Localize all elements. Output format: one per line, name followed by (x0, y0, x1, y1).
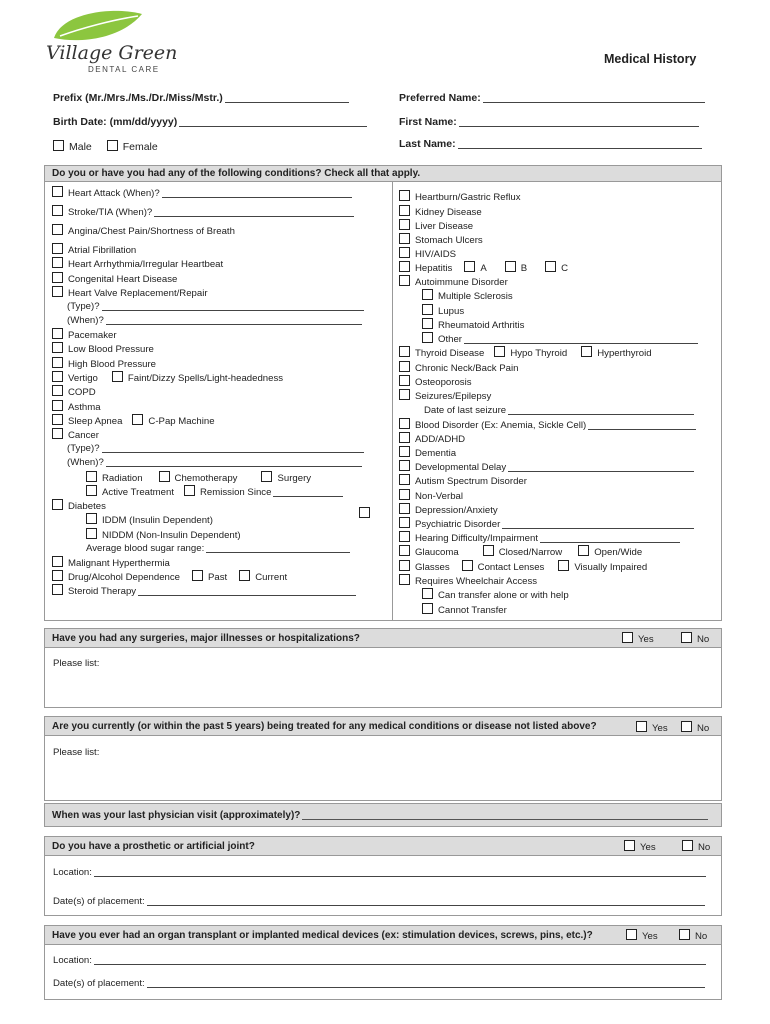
page-title: Medical History (604, 52, 697, 66)
checkbox[interactable] (52, 428, 63, 439)
checkbox[interactable] (399, 375, 410, 386)
treated-question-text: Are you currently (or within the past 5 years) being treated for any medical conditions or disease not listed above? (52, 721, 597, 732)
checkbox[interactable] (52, 243, 63, 254)
checkbox[interactable] (399, 560, 410, 571)
conditions-header-text: Do you or have you had any of the following conditions? Check all that apply. (52, 168, 421, 179)
condition-blood: Blood Disorder (Ex: Anemia, Sickle Cell) (399, 418, 696, 431)
condition-steroid: Steroid Therapy (52, 584, 356, 597)
checkbox[interactable] (399, 432, 410, 443)
condition-ulcers: Stomach Ulcers (399, 233, 483, 246)
condition-seizures: Seizures/Epilepsy (399, 389, 491, 402)
treated-question (44, 716, 722, 736)
condition-asthma: Asthma (52, 400, 101, 413)
first-name-field[interactable] (399, 116, 699, 128)
checkbox[interactable] (545, 261, 556, 272)
checkbox[interactable] (192, 570, 203, 581)
autoimmune-other: Other (422, 332, 698, 345)
checkbox[interactable] (399, 389, 410, 400)
condition-depression: Depression/Anxiety (399, 503, 498, 516)
birth-date-field[interactable] (53, 116, 367, 128)
checkbox[interactable] (399, 474, 410, 485)
treated-no: No (681, 721, 709, 734)
checkbox[interactable] (626, 929, 637, 940)
condition-low-bp: Low Blood Pressure (52, 342, 154, 355)
checkbox[interactable] (52, 400, 63, 411)
checkbox[interactable] (422, 289, 433, 300)
logo-sub: DENTAL CARE (88, 65, 160, 74)
condition-psych: Psychiatric Disorder (399, 517, 694, 530)
condition-thyroid: Thyroid Disease Hypo Thyroid Hyperthyroid (399, 346, 652, 359)
checkbox[interactable] (558, 560, 569, 571)
checkbox[interactable] (399, 489, 410, 500)
autoimmune-lupus: Lupus (422, 304, 464, 317)
checkbox[interactable] (679, 929, 690, 940)
condition-copd: COPD (52, 385, 96, 398)
wheelchair-no-transfer: Cannot Transfer (422, 603, 507, 616)
surgeries-question (44, 628, 722, 648)
checkbox[interactable] (399, 531, 410, 542)
female-label: Female (122, 141, 158, 153)
condition-congenital: Congenital Heart Disease (52, 272, 177, 285)
surgeries-list-box[interactable] (44, 647, 722, 708)
checkbox[interactable] (52, 584, 63, 595)
checkbox[interactable] (52, 342, 63, 353)
physician-visit-field[interactable] (44, 803, 722, 827)
checkbox[interactable] (399, 275, 410, 286)
transplant-yes: Yes (626, 929, 658, 942)
checkbox[interactable] (399, 346, 410, 357)
transplant-question (44, 925, 722, 945)
checkbox[interactable] (422, 318, 433, 329)
checkbox[interactable] (159, 471, 170, 482)
checkbox[interactable] (462, 560, 473, 571)
surgeries-list-label: Please list: (53, 658, 100, 669)
condition-stroke: Stroke/TIA (When)? (52, 205, 354, 218)
surgeries-question-text: Have you had any surgeries, major illnesses or hospitalizations? (52, 633, 360, 644)
checkbox[interactable] (399, 446, 410, 457)
checkbox[interactable] (636, 721, 647, 732)
diabetes-extra-checkbox (359, 507, 375, 520)
checkbox[interactable] (261, 471, 272, 482)
condition-dementia: Dementia (399, 446, 456, 459)
checkbox[interactable] (184, 485, 195, 496)
autoimmune-ra: Rheumatoid Arthritis (422, 318, 524, 331)
condition-kidney: Kidney Disease (399, 205, 482, 218)
condition-cancer: Cancer (52, 428, 99, 441)
checkbox[interactable] (86, 471, 97, 482)
seizure-date-field[interactable]: Date of last seizure (424, 404, 694, 416)
prosthetic-question (44, 836, 722, 856)
checkbox[interactable] (52, 385, 63, 396)
logo (42, 8, 178, 76)
condition-high-bp: High Blood Pressure (52, 357, 156, 370)
checkbox[interactable] (399, 460, 410, 471)
condition-glasses: Glasses Contact Lenses Visually Impaired (399, 560, 647, 573)
checkbox[interactable] (581, 346, 592, 357)
first-label: First Name: (399, 116, 457, 128)
checkbox[interactable] (399, 190, 410, 201)
surgeries-no: No (681, 632, 709, 645)
condition-hearing: Hearing Difficulty/Impairment (399, 531, 680, 544)
checkbox[interactable] (399, 247, 410, 258)
prosthetic-question-text: Do you have a prosthetic or artificial joint? (52, 841, 255, 852)
checkbox[interactable] (359, 507, 370, 518)
autoimmune-ms: Multiple Sclerosis (422, 289, 513, 302)
last-name-field[interactable] (399, 138, 702, 150)
condition-glaucoma: Glaucoma Closed/Narrow Open/Wide (399, 545, 642, 558)
checkbox[interactable] (86, 528, 97, 539)
condition-valve: Heart Valve Replacement/Repair (52, 286, 208, 299)
prosthetic-location-field[interactable]: Location: (53, 866, 706, 878)
checkbox[interactable] (52, 328, 63, 339)
condition-heart-attack: Heart Attack (When)? (52, 186, 352, 199)
physician-visit-label: When was your last physician visit (approximately)? (52, 810, 301, 821)
checkbox[interactable] (52, 205, 63, 216)
checkbox[interactable] (399, 503, 410, 514)
diabetes-niddm: NIDDM (Non-Insulin Dependent) (86, 528, 241, 541)
checkbox[interactable] (399, 361, 410, 372)
checkbox[interactable] (622, 632, 633, 643)
checkbox[interactable] (483, 545, 494, 556)
condition-afib: Atrial Fibrillation (52, 243, 136, 256)
condition-pacemaker: Pacemaker (52, 328, 117, 341)
checkbox[interactable] (399, 205, 410, 216)
condition-heartburn: Heartburn/Gastric Reflux (399, 190, 521, 203)
transplant-no: No (679, 929, 707, 942)
checkbox[interactable] (399, 517, 410, 528)
checkbox[interactable] (86, 513, 97, 524)
last-label: Last Name: (399, 138, 456, 150)
checkbox[interactable] (399, 574, 410, 585)
condition-hyperthermia: Malignant Hyperthermia (52, 556, 170, 569)
checkbox[interactable] (399, 233, 410, 244)
leaf-logo-icon (42, 8, 152, 44)
valve-type-field[interactable]: (Type)? (67, 300, 364, 312)
gender-group (53, 140, 158, 153)
female-checkbox[interactable] (107, 140, 118, 151)
checkbox[interactable] (399, 219, 410, 230)
checkbox[interactable] (52, 357, 63, 368)
condition-autism: Autism Spectrum Disorder (399, 474, 527, 487)
checkbox[interactable] (422, 332, 433, 343)
transplant-date-field[interactable]: Date(s) of placement: (53, 977, 705, 989)
preferred-name-field[interactable] (399, 92, 705, 104)
condition-angina: Angina/Chest Pain/Shortness of Breath (52, 224, 235, 237)
checkbox[interactable] (399, 545, 410, 556)
checkbox[interactable] (52, 286, 63, 297)
checkbox[interactable] (86, 485, 97, 496)
checkbox[interactable] (505, 261, 516, 272)
male-checkbox[interactable] (53, 140, 64, 151)
checkbox[interactable] (112, 371, 123, 382)
condition-neck: Chronic Neck/Back Pain (399, 361, 518, 374)
condition-osteo: Osteoporosis (399, 375, 472, 388)
transplant-question-text: Have you ever had an organ transplant or implanted medical devices (ex: stimulation devices, screws, pins, etc.)? (52, 930, 593, 941)
surgeries-yes: Yes (622, 632, 654, 645)
checkbox[interactable] (681, 721, 692, 732)
condition-diabetes: Diabetes (52, 499, 106, 512)
checkbox[interactable] (578, 545, 589, 556)
condition-hepatitis: Hepatitis A B C (399, 261, 568, 274)
cancer-type-field[interactable]: (Type)? (67, 442, 364, 454)
checkbox[interactable] (52, 570, 63, 581)
sugar-range-field[interactable]: Average blood sugar range: (86, 542, 350, 554)
checkbox[interactable] (52, 257, 63, 268)
checkbox[interactable] (132, 414, 143, 425)
cancer-treatment: Radiation Chemotherapy Surgery (86, 471, 311, 484)
prosthetic-yes: Yes (624, 840, 656, 853)
preferred-label: Preferred Name: (399, 92, 481, 104)
prosthetic-no: No (682, 840, 710, 853)
condition-dev: Developmental Delay (399, 460, 694, 473)
checkbox[interactable] (681, 632, 692, 643)
treated-list-label: Please list: (53, 747, 100, 758)
male-label: Male (69, 141, 92, 153)
diabetes-iddm: IDDM (Insulin Dependent) (86, 513, 213, 526)
checkbox[interactable] (624, 840, 635, 851)
conditions-divider (392, 182, 393, 620)
checkbox[interactable] (52, 499, 63, 510)
checkbox[interactable] (52, 556, 63, 567)
checkbox[interactable] (464, 261, 475, 272)
checkbox[interactable] (52, 186, 63, 197)
condition-nonverbal: Non-Verbal (399, 489, 463, 502)
checkbox[interactable] (422, 304, 433, 315)
condition-hiv: HIV/AIDS (399, 247, 456, 260)
checkbox[interactable] (52, 272, 63, 283)
wheelchair-transfer: Can transfer alone or with help (422, 588, 569, 601)
cancer-status: Active Treatment Remission Since (86, 485, 343, 498)
logo-name: Village Green (46, 42, 178, 64)
treated-list-box[interactable] (44, 735, 722, 801)
condition-arrhythmia: Heart Arrhythmia/Irregular Heartbeat (52, 257, 223, 270)
treated-yes: Yes (636, 721, 668, 734)
checkbox[interactable] (239, 570, 250, 581)
checkbox[interactable] (422, 588, 433, 599)
transplant-location-field[interactable]: Location: (53, 954, 706, 966)
condition-vertigo: Vertigo Faint/Dizzy Spells/Light-headedness (52, 371, 283, 384)
transplant-box (44, 944, 722, 1000)
conditions-header (44, 165, 722, 182)
condition-autoimmune: Autoimmune Disorder (399, 275, 508, 288)
condition-add: ADD/ADHD (399, 432, 465, 445)
prefix-label: Prefix (Mr./Mrs./Ms./Dr./Miss/Mstr.) (53, 92, 223, 104)
checkbox[interactable] (682, 840, 693, 851)
checkbox[interactable] (422, 603, 433, 614)
checkbox[interactable] (52, 224, 63, 235)
condition-drug: Drug/Alcohol Dependence Past Current (52, 570, 287, 583)
checkbox[interactable] (399, 418, 410, 429)
birth-label: Birth Date: (mm/dd/yyyy) (53, 116, 178, 128)
checkbox[interactable] (52, 414, 63, 425)
condition-apnea: Sleep Apnea C-Pap Machine (52, 414, 215, 427)
prosthetic-date-field[interactable]: Date(s) of placement: (53, 895, 705, 907)
valve-when-field[interactable]: (When)? (67, 314, 362, 326)
condition-wheelchair: Requires Wheelchair Access (399, 574, 537, 587)
checkbox[interactable] (399, 261, 410, 272)
prefix-field[interactable] (53, 92, 349, 104)
cancer-when-field[interactable]: (When)? (67, 456, 362, 468)
condition-liver: Liver Disease (399, 219, 473, 232)
checkbox[interactable] (52, 371, 63, 382)
checkbox[interactable] (494, 346, 505, 357)
